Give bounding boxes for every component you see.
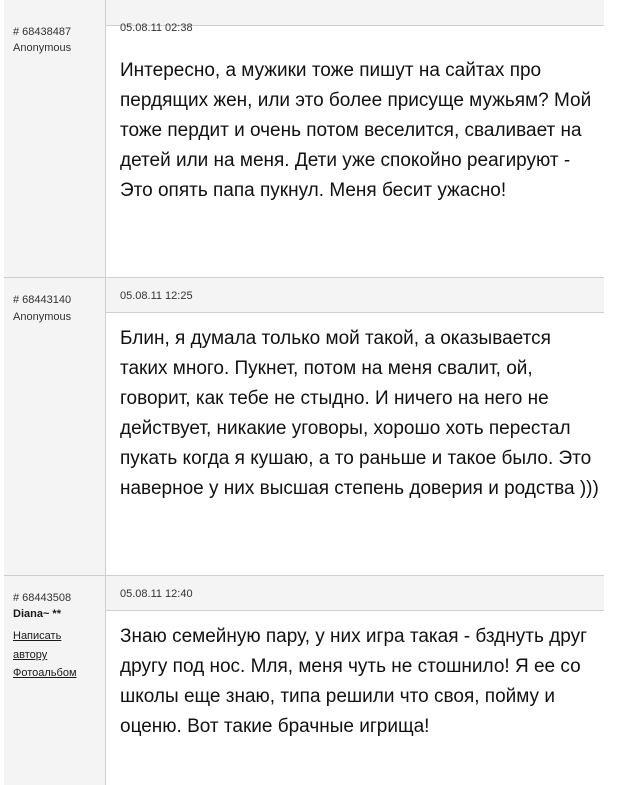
photo-album-link[interactable]: Фотоальбом [13, 667, 77, 679]
post-id[interactable]: # 68443140 [13, 294, 72, 306]
post-date: 05.08.11 02:38 [120, 22, 193, 34]
post-sidebar [4, 575, 106, 785]
post-divider [4, 277, 604, 278]
post-date: 05.08.11 12:40 [120, 588, 193, 600]
forum-post [4, 0, 604, 277]
post-body: Знаю семейную пару, у них игра такая - бзднуть друг другу под нос. Мля, меня чуть не стошнило! Я ее со школы еще знаю, типа решили что своя, пойму и оценю. Вот такие брачные игрища! [120, 626, 587, 737]
post-author: Anonymous [13, 311, 72, 323]
post-id[interactable]: # 68438487 [13, 26, 72, 38]
forum-post [4, 277, 604, 575]
post-date: 05.08.11 12:25 [120, 290, 193, 302]
post-body: Блин, я думала только мой такой, а оказывается таких много. Пукнет, потом на меня свалит, ой, говорит, как тебе не стыдно. И ничего на него не действует, никакие уговоры, хорошо хоть перестал пукать когда я кушаю, а то раньше и такое было. Это наверное у них высшая степень доверия и родства ))) [120, 328, 599, 499]
post-divider [4, 575, 604, 576]
write-to-author-link[interactable]: Написать [13, 630, 62, 642]
forum-post [4, 575, 604, 785]
post-author-link[interactable]: Diana~ ** [13, 608, 61, 620]
post-id[interactable]: # 68443508 [13, 592, 72, 604]
write-to-author-link-continued[interactable]: автору [13, 649, 48, 661]
post-author: Anonymous [13, 42, 72, 54]
post-body: Интересно, а мужики тоже пишут на сайтах про пердящих жен, или это более присуще мужьям? Мой тоже пердит и очень потом веселится, сваливает на детей или на меня. Дети уже спокойно реагируют - Это опять папа пукнул. Меня бесит ужасно! [120, 60, 592, 201]
